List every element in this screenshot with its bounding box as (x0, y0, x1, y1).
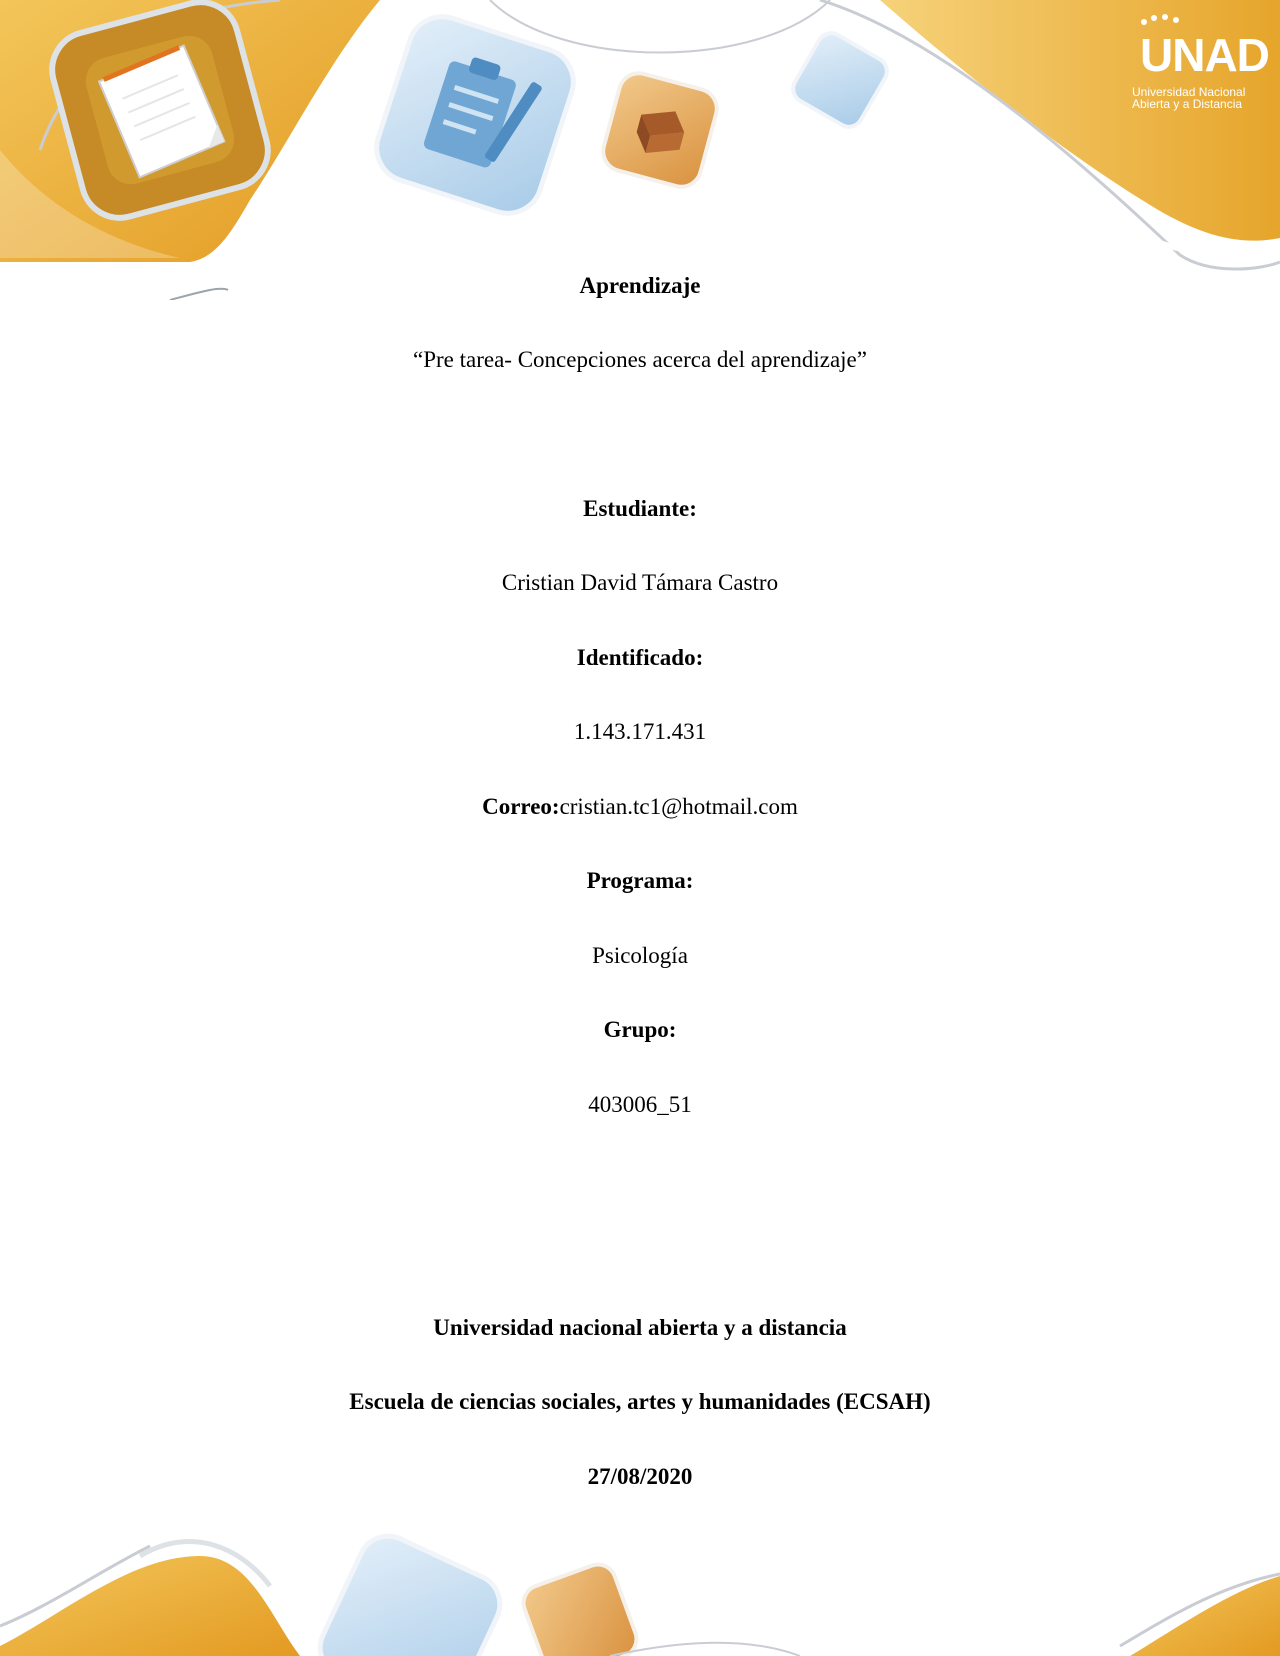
group-label: Grupo: (603, 1017, 677, 1042)
program-label: Programa: (586, 868, 694, 893)
unad-logo (1120, 14, 1269, 114)
header-decoration (0, 0, 1280, 300)
email-line (0, 793, 1280, 821)
university-name: Universidad nacional abierta y a distancia (433, 1315, 847, 1340)
email-value: cristian.tc1@hotmail.com (559, 794, 798, 819)
book-icon (599, 69, 721, 191)
student-label: Estudiante: (583, 496, 697, 521)
student-name: Cristian David Támara Castro (501, 570, 779, 595)
logo-wordmark: UNAD (1140, 29, 1269, 81)
assignment-title: “Pre tarea- Concepciones acerca del aprendizaje” (413, 347, 867, 372)
course-title: Aprendizaje (579, 273, 701, 298)
date: 27/08/2020 (587, 1464, 693, 1489)
logo-subtitle (1132, 86, 1245, 110)
logo-subtitle-line2: Abierta y a Distancia (1132, 97, 1243, 111)
group-value: 403006_51 (588, 1092, 692, 1117)
id-label: Identificado: (576, 645, 704, 670)
email-label: Correo: (482, 794, 560, 819)
footer-decoration (0, 1496, 1280, 1656)
logo-subtitle-line1: Universidad Nacional (1132, 85, 1246, 99)
program-value: Psicología (592, 943, 688, 968)
id-value: 1.143.171.431 (573, 719, 707, 744)
clipboard-icon (368, 8, 582, 222)
school-name: Escuela de ciencias sociales, artes y humanidades (ECSAH) (349, 1389, 931, 1414)
